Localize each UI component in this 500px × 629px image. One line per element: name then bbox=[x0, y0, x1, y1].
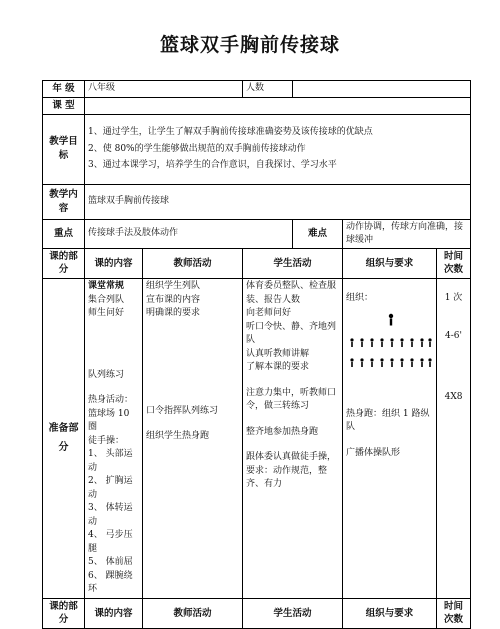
grade-row bbox=[43, 81, 471, 98]
teacher-warmup: 组织学生热身跑 bbox=[146, 431, 210, 442]
col-student: 学生活动 bbox=[243, 248, 343, 279]
objective-item: 3、通过本课学习，培养学生的合作意识，自我探讨、学习水平 bbox=[88, 159, 337, 170]
count-value bbox=[293, 81, 471, 98]
teacher-line: 明确课的要求 bbox=[146, 308, 201, 319]
student-activity: 向老师问好 bbox=[246, 308, 292, 319]
exercise-item: 1、 头部运动 bbox=[88, 449, 133, 473]
objective-item: 1、通过学生，让学生了解双手胸前传接球准确姿势及该传接球的优缺点 bbox=[88, 127, 373, 138]
col-time: 时间次数 bbox=[437, 598, 471, 629]
col-teacher: 教师活动 bbox=[143, 248, 243, 279]
content-warmup: 篮球场 10 圈 bbox=[88, 408, 130, 433]
difficulty-label: 难点 bbox=[293, 219, 343, 248]
content-line: 集合列队 bbox=[88, 294, 125, 305]
col-organization: 组织与要求 bbox=[343, 248, 437, 279]
col-organization: 组织与要求 bbox=[343, 598, 437, 629]
content-row bbox=[43, 184, 471, 219]
exercise-item: 3、 体转运动 bbox=[88, 503, 133, 527]
student-activity: 整齐地参加热身跑 bbox=[246, 426, 319, 437]
prep-teacher bbox=[143, 279, 243, 599]
content-warmup: 徒手操： bbox=[88, 435, 125, 446]
formation-diagram bbox=[348, 312, 436, 372]
teacher-drill: 口令指挥队列练习 bbox=[146, 405, 219, 416]
content-warmup: 热身活动： bbox=[88, 395, 134, 406]
content-value: 篮球双手胸前传接球 bbox=[85, 184, 471, 219]
prep-content bbox=[85, 279, 143, 599]
org-form: 广播体操队形 bbox=[346, 447, 401, 458]
prep-part-label: 准备部分 bbox=[43, 279, 85, 599]
objectives-list bbox=[85, 114, 471, 184]
student-activity: 体育委员整队、检查服装、报告人数 bbox=[246, 281, 337, 305]
prep-student bbox=[243, 279, 343, 599]
student-activity: 跟体委认真做徒手操，要求：动作规范，整齐、有力 bbox=[246, 452, 337, 490]
exercise-item: 4、 弓步压腿 bbox=[88, 530, 133, 554]
repeat-header-row bbox=[43, 598, 471, 629]
time-value: 4-6' bbox=[445, 330, 462, 341]
exercise-item: 2、 扩胸运动 bbox=[88, 476, 133, 500]
col-content: 课的内容 bbox=[85, 248, 143, 279]
org-label: 组织： bbox=[346, 293, 374, 304]
col-part: 课的部分 bbox=[43, 598, 85, 629]
col-teacher: 教师活动 bbox=[143, 598, 243, 629]
student-activity: 听口令快、静、齐地列队 bbox=[246, 321, 337, 346]
column-header-row bbox=[43, 248, 471, 279]
key-points-label: 重点 bbox=[43, 219, 85, 248]
teacher-line: 组织学生列队 bbox=[146, 281, 201, 292]
exercise-item: 6、 踝腕绕环 bbox=[88, 570, 133, 595]
prep-organization bbox=[343, 279, 437, 599]
content-label: 教学内容 bbox=[43, 184, 85, 219]
key-points-row bbox=[43, 219, 471, 248]
teacher-line: 宣布课的内容 bbox=[146, 294, 201, 305]
org-run: 热身跑：组织 1 路纵队 bbox=[346, 408, 430, 433]
content-heading: 课堂常规 bbox=[88, 281, 125, 292]
col-content: 课的内容 bbox=[85, 598, 143, 629]
grade-value: 八年级 bbox=[85, 81, 243, 98]
prep-section-row bbox=[43, 279, 471, 599]
student-activity: 认真听教师讲解 bbox=[246, 348, 310, 359]
lesson-type-label: 课 型 bbox=[43, 97, 85, 114]
exercise-item: 5、 体前屈 bbox=[88, 557, 133, 568]
prep-time bbox=[437, 279, 471, 599]
lesson-plan-table bbox=[42, 80, 471, 629]
lesson-type-value bbox=[85, 97, 471, 114]
content-line: 师生问好 bbox=[88, 308, 125, 319]
content-drill: 队列练习 bbox=[88, 369, 125, 380]
lesson-type-row bbox=[43, 97, 471, 114]
col-time: 时间次数 bbox=[437, 248, 471, 279]
teacher-figure-body bbox=[390, 318, 392, 325]
objective-item: 2、使 80%的学生能够做出规范的双手胸前传接球动作 bbox=[88, 143, 306, 154]
student-row-2 bbox=[350, 358, 431, 367]
time-value: 1 次 bbox=[444, 293, 463, 304]
key-points-value: 传接球手法及肢体动作 bbox=[85, 219, 293, 248]
student-activity: 注意力集中，听教师口令，做三转练习 bbox=[246, 387, 337, 412]
objectives-row bbox=[43, 114, 471, 184]
grade-label: 年 级 bbox=[43, 81, 85, 98]
student-row-1 bbox=[350, 338, 431, 347]
formation-figure bbox=[348, 312, 434, 372]
time-value: 4X8 bbox=[444, 392, 463, 403]
objectives-label: 教学目标 bbox=[43, 114, 85, 184]
page-title: 篮球双手胸前传接球 bbox=[159, 34, 340, 56]
student-activity: 了解本课的要求 bbox=[246, 362, 310, 373]
teacher-figure-head bbox=[389, 313, 393, 317]
difficulty-value: 动作协调，传球方向准确，接球缓冲 bbox=[343, 219, 471, 248]
col-part: 课的部分 bbox=[43, 248, 85, 279]
col-student: 学生活动 bbox=[243, 598, 343, 629]
count-label: 人数 bbox=[243, 81, 293, 98]
